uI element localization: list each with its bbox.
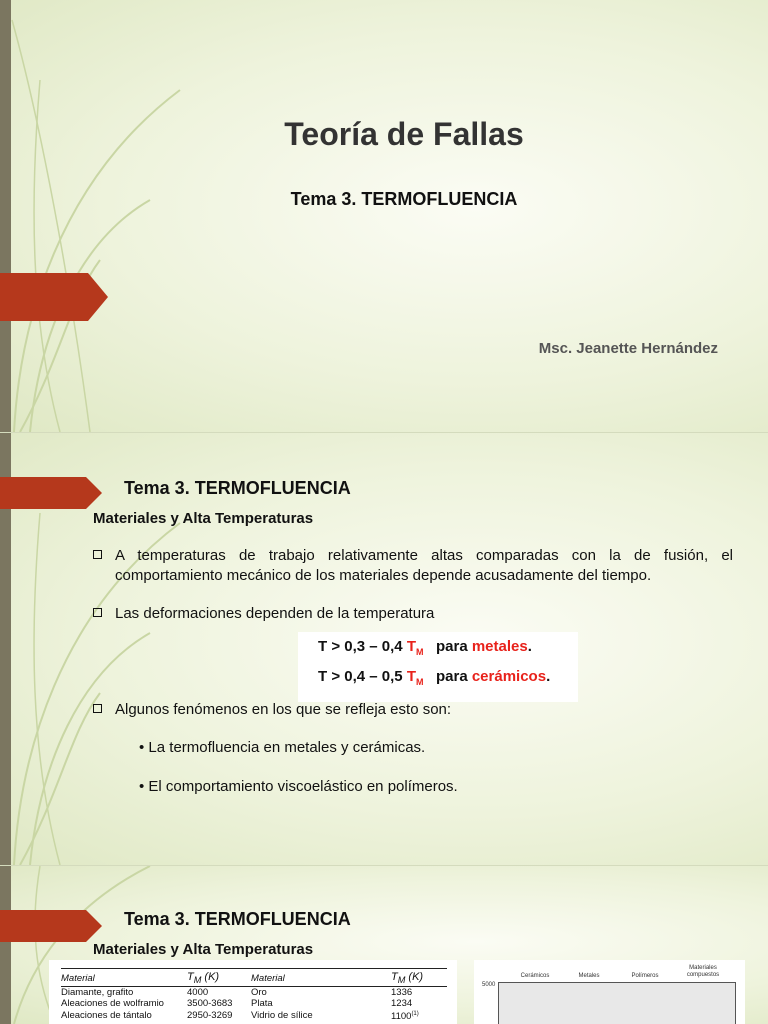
chart-category-label: Polímeros	[631, 973, 659, 979]
formula-metals: T > 0,3 – 0,4 $T_M$ para metales.	[318, 638, 532, 657]
presentation-title: Teoría de Fallas	[284, 116, 524, 152]
melting-point-table	[49, 960, 457, 1024]
materials-chart	[474, 960, 745, 1024]
author-name: Msc. Jeanette Hernández	[538, 340, 718, 357]
table-header: Material	[61, 969, 187, 987]
presentation-subtitle: Tema 3. TERMOFLUENCIA	[290, 189, 518, 209]
sub-bullet: • El comportamiento viscoelástico en polímeros.	[139, 778, 458, 795]
slide-materials	[0, 433, 768, 865]
table-header: $T_M$ (K)	[391, 969, 447, 987]
table-header: $T_M$ (K)	[187, 969, 251, 987]
section-title: Materiales y Alta Temperaturas	[93, 941, 314, 958]
table-row: Aleaciones de wolframio 3500-3683 Plata 1234	[61, 998, 413, 1010]
section-tag-arrow	[0, 273, 110, 321]
table-row: Diamante, grafito 4000 Oro 1336	[61, 987, 413, 999]
formula-box	[298, 632, 578, 702]
section-tag-arrow	[0, 910, 104, 942]
sub-bullet: • La termofluencia en metales y cerámicas.	[139, 739, 426, 756]
bullet-item: Algunos fenómenos en los que se refleja esto son:	[93, 700, 733, 720]
checkbox-bullet-icon	[93, 550, 102, 559]
slide-heading: Tema 3. TERMOFLUENCIA	[124, 909, 351, 929]
checkbox-bullet-icon	[93, 608, 102, 617]
chart-category-label: Cerámicos	[520, 973, 550, 979]
section-title: Materiales y Alta Temperaturas	[93, 510, 314, 527]
chart-plot-area	[498, 982, 736, 1024]
slide-title	[0, 0, 768, 432]
chart-category-label: Metales	[578, 973, 600, 979]
table-header: Material	[251, 969, 391, 987]
checkbox-bullet-icon	[93, 704, 102, 713]
bullet-item: Las deformaciones dependen de la temperatura	[93, 604, 733, 624]
grass-decoration	[0, 0, 260, 432]
slide-materials-table	[0, 866, 768, 1024]
chart-category-label: Materiales compuestos	[686, 965, 720, 978]
formula-ceramics: T > 0,4 – 0,5 $T_M$ para cerámicos.	[318, 668, 551, 687]
bullet-item: A temperaturas de trabajo relativamente altas comparadas con la de fusión, el comportamiento mecánico de los materiales depende acusadamente del tiempo.	[93, 546, 733, 586]
slide-heading: Tema 3. TERMOFLUENCIA	[124, 478, 351, 498]
chart-y-tick: 5000	[482, 982, 496, 988]
section-tag-arrow	[0, 477, 104, 509]
table-row: Aleaciones de tántalo 2950-3269 Vidrio de sílice 1100$^{(1)}$	[61, 1010, 419, 1023]
